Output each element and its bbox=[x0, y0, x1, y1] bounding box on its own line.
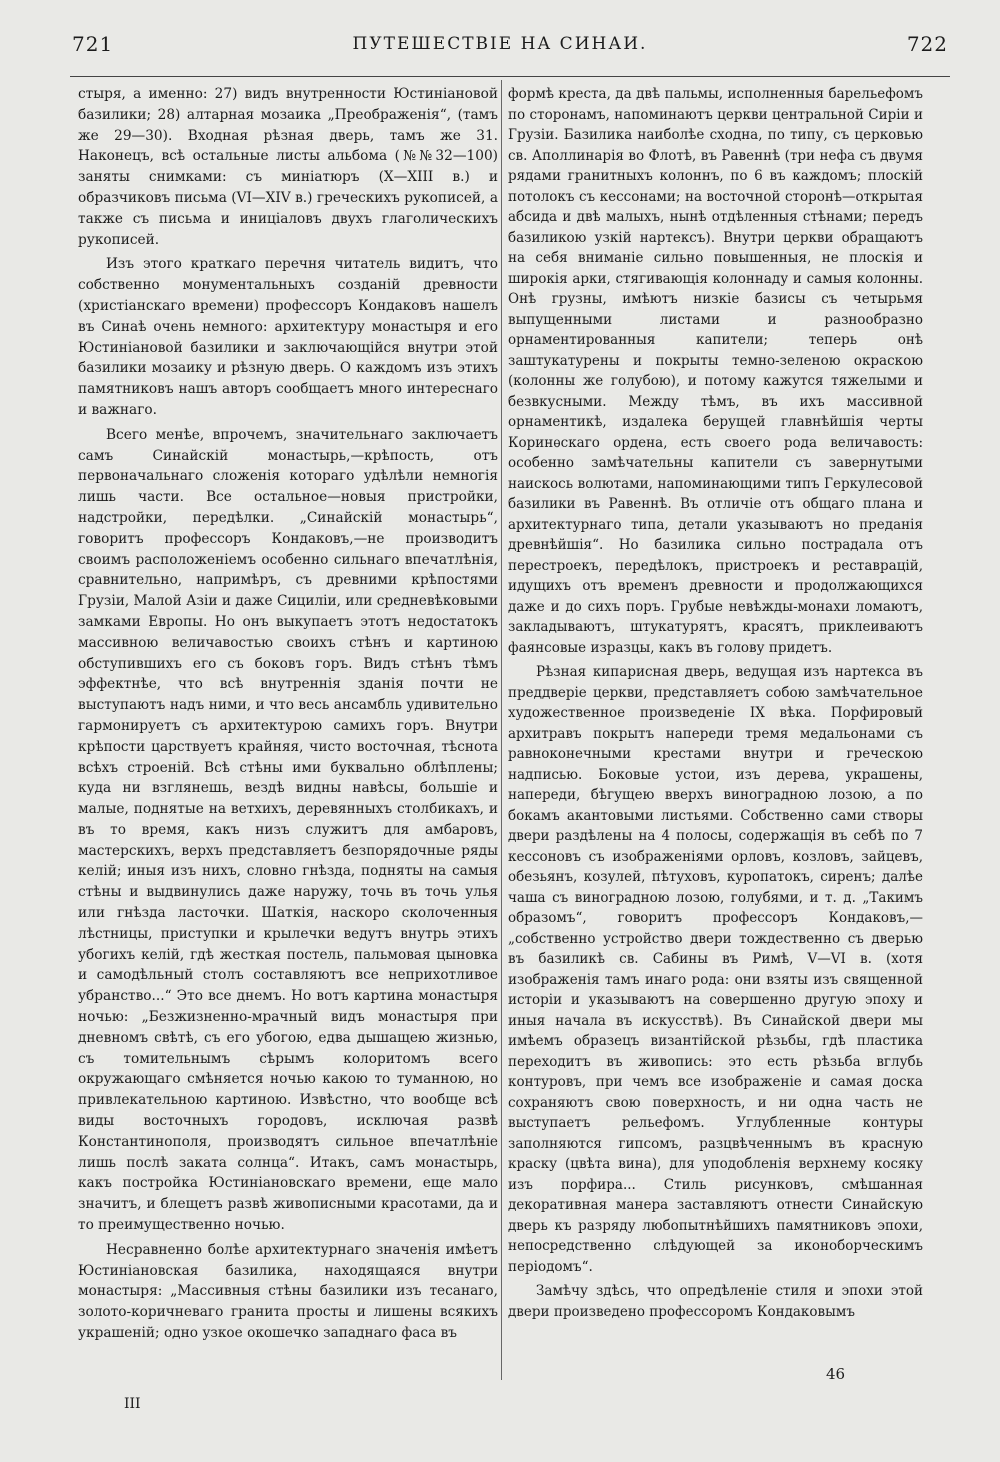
right-column bbox=[508, 84, 923, 1326]
page-number-right: 722 bbox=[906, 32, 948, 56]
page-header bbox=[0, 28, 1000, 64]
running-title: ПУТЕШЕСТВІЕ НА СИНАИ. bbox=[352, 34, 648, 54]
paragraph: Изъ этого краткаго перечня читатель видитъ, что собственно монументальныхъ созданій древности (христіанскаго времени) профессоръ Кондаковъ нашелъ въ Синаѣ очень немного: архитектуру монастыря и его Юстиніановой базилики и заключающійся внутри этой базилики мозаику и рѣзную дверь. О каждомъ изъ этихъ памятниковъ нашъ авторъ сообщаетъ много интереснаго и важнаго. bbox=[78, 256, 498, 418]
volume-mark: III bbox=[124, 1396, 141, 1412]
paragraph: Несравненно болѣе архитектурнаго значенія имѣетъ Юстиніановская базилика, находящаяся внутри монастыря: „Массивныя стѣны базилики изъ тесанаго, золото-коричневаго гранита просты и лишены всякихъ украшеній; одно узкое окошечко западнаго фаса въ bbox=[78, 1241, 498, 1342]
paragraph: Рѣзная кипарисная дверь, ведущая изъ нартекса въ преддверіе церкви, представляетъ собою замѣчательное художественное произведеніе IX вѣка. Порфировый архитравъ покрытъ напереди тремя медальонами съ равноконечными крестами внутри и греческою надписью. Боковые устои, изъ дерева, украшены, напереди, бѣгущею вверхъ виноградною лозою, а по бокамъ акантовыми листьями. Собственно сами створы двери раздѣлены на 4 полосы, содержащія въ себѣ по 7 кессоновъ съ изображеніями орловъ, козловъ, зайцевъ, обезьянъ, козулей, пѣтуховъ, куропатокъ, сиренъ; далѣе чаша съ виноградною лозою, голубями, и т. д. „Такимъ образомъ“, говоритъ профессоръ Кондаковъ,—„собственно устройство двери тождественно съ дверью въ базиликѣ св. Сабины въ Римѣ, V—VI в. (хотя изображенія тамъ инаго рода: они взяты изъ священной исторіи и указываютъ на совершенно другую эпоху и иныя начала въ искусствѣ). Въ Синайской двери мы имѣемъ образецъ византійской рѣзьбы, гдѣ пластика переходитъ въ живопись: это есть рѣзьба вглубь контуровъ, при чемъ все изображеніе и самая доска сохраняютъ свою поверхность, и ни одна часть не выступаетъ рельефомъ. Углубленные контуры заполняются гипсомъ, разцвѣченнымъ въ красную краску (цвѣта вина), для уподобленія верхнему косяку изъ порфира... Стиль рисунковъ, смѣшанная декоративная манера заставляютъ отнести Синайскую дверь къ разряду любопытнѣйшихъ памятниковъ эпохи, непосредственно слѣдующей за иконоборческимъ періодомъ“. bbox=[508, 664, 923, 1275]
header-rule bbox=[70, 76, 950, 77]
paragraph: стыря, а именно: 27) видъ внутренности Юстиніановой базилики; 28) алтарная мозаика „Преображенія“, (тамъ же 29—30). Входная рѣзная дверь, тамъ же 31. Наконецъ, всѣ остальные листы альбома (№№32—100) заняты снимками: съ миніатюръ (X—XIII в.) и образчиковъ письма (VI—XIV в.) греческихъ рукописей, а также съ письма и иниціаловъ двухъ глаголическихъ рукописей. bbox=[78, 86, 498, 248]
column-divider bbox=[501, 80, 502, 1380]
paragraph: Замѣчу здѣсь, что опредѣленіе стиля и эпохи этой двери произведено профессоромъ Кондаковымъ bbox=[508, 1283, 923, 1320]
paragraph: Всего менѣе, впрочемъ, значительнаго заключаетъ самъ Синайскій монастырь,—крѣпость, отъ первоначальнаго сложенія котораго удѣлѣли немногія лишь части. Все остальное—новыя пристройки, надстройки, передѣлки. „Синайскій монастырь“, говоритъ профессоръ Кондаковъ,—не производитъ своимъ расположеніемъ особенно сильнаго впечатлѣнія, сравнительно, напримѣръ, съ древними крѣпостями Грузіи, Малой Азіи и даже Сициліи, или средневѣковыми замками Европы. Но онъ выкупаетъ этотъ недостатокъ массивною величавостью своихъ стѣнъ и картиною обступившихъ его съ боковъ горъ. Видъ стѣнъ тѣмъ эффектнѣе, что всѣ внутреннія зданія почти не выступаютъ надъ ними, и что весь ансамбль удивительно гармонируетъ съ архитектурою самихъ горъ. Внутри крѣпости царствуетъ крайняя, чисто восточная, тѣснота всѣхъ строеній. Всѣ стѣны ими буквально облѣплены; куда ни взглянешь, вездѣ видны навѣсы, большіе и малые, поднятые на ветхихъ, деревянныхъ столбикахъ, и въ то время, какъ низъ служитъ для амбаровъ, мастерскихъ, верхъ представляетъ безпорядочные ряды келій; иныя изъ нихъ, словно гнѣзда, подняты на самыя стѣны и выдвинулись даже наружу, точь въ точь улья или гнѣзда ласточки. Шаткія, наскоро сколоченныя лѣстницы, приступки и крылечки ведутъ внутрь этихъ убогихъ келій, гдѣ жесткая постель, пальмовая цыновка и самодѣльный столъ составляютъ все неприхотливое убранство...“ Это все днемъ. Но вотъ картина монастыря ночью: „Безжизненно-мрачный видъ монастыря при дневномъ свѣтѣ, съ его убогою, едва дышащею жизнью, съ томительнымъ сѣрымъ колоритомъ всего окружающаго смѣняется ночью какою то туманною, но привлекательною картиною. Извѣстно, что вообще всѣ виды восточныхъ городовъ, исключая развѣ Константинополя, производятъ сильное впечатлѣніе лишь послѣ заката солнца“. Итакъ, самъ монастырь, какъ постройка Юстиніановскаго времени, еще мало значитъ, и блещетъ развѣ живописными красотами, да и то преимущественно ночью. bbox=[78, 426, 498, 1234]
left-column bbox=[78, 84, 498, 1348]
signature-number: 46 bbox=[826, 1365, 846, 1383]
paragraph: формѣ креста, да двѣ пальмы, исполненныя барельефомъ по сторонамъ, напоминаютъ церкви центральной Сиріи и Грузіи. Базилика наиболѣе сходна, по типу, съ церковью св. Аполлинарія во Флотѣ, въ Равеннѣ (три нефа съ двумя рядами гранитныхъ колоннъ, по 6 въ каждомъ; плоскій потолокъ съ кессонами; на восточной сторонѣ—открытая абсида и двѣ малыхъ, нынѣ отдѣленныя стѣнами; передъ базиликою узкій нартексъ). Внутри церкви обращаютъ на себя вниманіе сильно повышенныя, не плоскія и широкія арки, стягивающія колоннаду и самыя колонны. Онѣ грузны, имѣютъ низкіе базисы съ четырьмя выпущенными листами и разнообразно орнаментированныя капители; теперь онѣ заштукатурены и покрыты темно-зеленою окраскою (колонны же голубою), и потому кажутся тяжелыми и безвкусными. Между тѣмъ, въ ихъ массивной орнаментикѣ, издалека берущей главнѣйшія черты Коринѳскаго ордена, есть своего рода величавость: особенно замѣчательны капители съ завернутыми наискось волютами, напоминающими типъ Геркулесовой базилики въ Равеннѣ. Въ отличіе отъ общаго плана и архитектурнаго типа, детали указываютъ но преданія древнѣйшія“. Но базилика сильно пострадала отъ перестроекъ, передѣлокъ, пристроекъ и реставрацій, идущихъ отъ временъ древности и продолжающихся даже и до сихъ поръ. Грубые невѣжды-монахи ломаютъ, закладываютъ, штукатурятъ, красятъ, приклеиваютъ фаянсовые изразцы, какъ въ голову придетъ. bbox=[508, 86, 923, 656]
page-number-left: 721 bbox=[72, 32, 114, 56]
